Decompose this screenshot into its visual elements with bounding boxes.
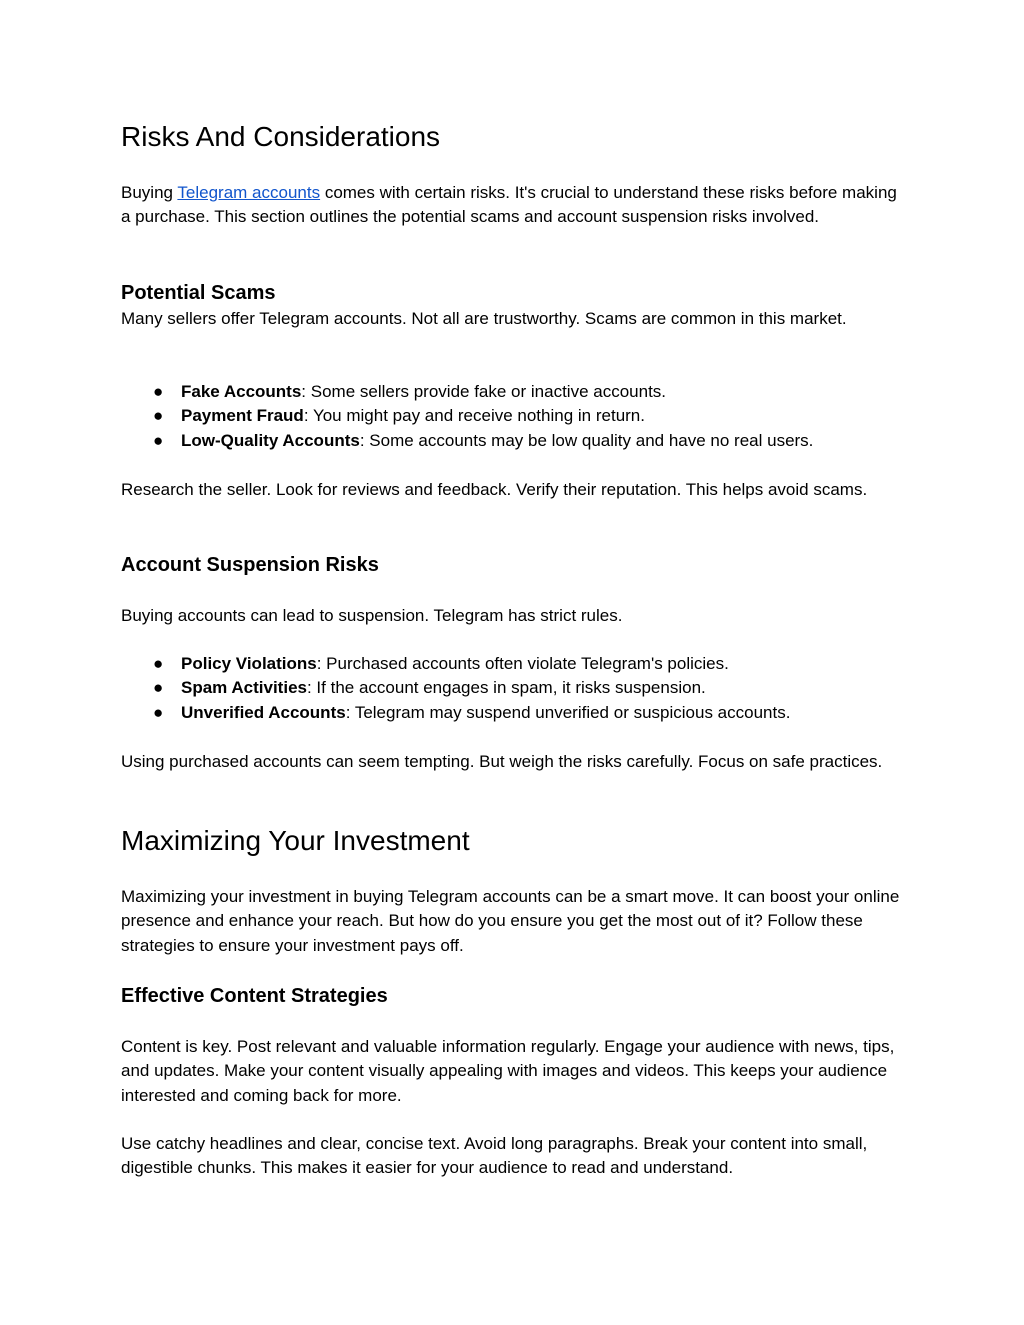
telegram-accounts-link[interactable]: Telegram accounts — [177, 183, 321, 202]
bullet-icon: ● — [153, 678, 164, 698]
intro-text-after-link: comes with certain risks. It's crucial to understand these risks before making a purchase. This section outlines the potential scams and account suspension risks involved. — [121, 183, 897, 227]
bullet-text: : Telegram may suspend unverified or suspicious accounts. — [345, 702, 791, 722]
scams-intro-paragraph: Many sellers offer Telegram accounts. Not all are trustworthy. Scams are common in this market. — [121, 309, 847, 328]
suspension-intro-paragraph: Buying accounts can lead to suspension. Telegram has strict rules. — [121, 606, 623, 625]
heading-effective-content-strategies: Effective Content Strategies — [121, 985, 388, 1007]
bullet-text: : If the account engages in spam, it risks suspension. — [306, 678, 706, 698]
bullet-text: : You might pay and receive nothing in return. — [303, 406, 645, 426]
bullet-term: Spam Activities — [181, 678, 307, 698]
suspension-outro-paragraph: Using purchased accounts can seem tempting. But weigh the risks carefully. Focus on safe practices. — [121, 752, 883, 771]
section-title-risks: Risks And Considerations — [121, 121, 441, 152]
bullet-text: : Some accounts may be low quality and have no real users. — [359, 430, 814, 450]
list-item — [121, 429, 813, 453]
bullet-term: Low-Quality Accounts — [181, 430, 360, 450]
suspension-bullet-list — [121, 652, 790, 725]
bullet-term: Unverified Accounts — [181, 702, 346, 722]
section-title-maximizing: Maximizing Your Investment — [121, 825, 470, 856]
bullet-icon: ● — [153, 654, 164, 673]
risks-intro-paragraph — [121, 181, 911, 230]
content-strategies-paragraph-2: Use catchy headlines and clear, concise text. Avoid long paragraphs. Break your content into small, digestible chunks. This makes it easier for your audience to read and understand. — [121, 1134, 868, 1178]
scams-outro-paragraph: Research the seller. Look for reviews and feedback. Verify their reputation. This helps avoid scams. — [121, 480, 868, 499]
list-item — [121, 380, 813, 404]
bullet-term: Payment Fraud — [181, 406, 304, 426]
heading-potential-scams: Potential Scams — [121, 282, 276, 304]
maximizing-intro-paragraph: Maximizing your investment in buying Telegram accounts can be a smart move. It can boost your online presence and enhance your reach. But how do you ensure you get the most out of it? Follow these strategies to ensure your investment pays off. — [121, 887, 900, 955]
list-item — [121, 404, 813, 428]
bullet-text: : Some sellers provide fake or inactive accounts. — [301, 382, 667, 401]
bullet-icon: ● — [153, 406, 164, 426]
content-strategies-paragraph-1: Content is key. Post relevant and valuable information regularly. Engage your audience with news, tips, and updates. Make your content visually appealing with images and videos. This keeps your audience interested and coming back for more. — [121, 1037, 895, 1105]
list-item — [121, 676, 790, 700]
bullet-icon: ● — [153, 382, 164, 401]
bullet-icon: ● — [153, 430, 164, 450]
bullet-term: Policy Violations — [181, 654, 317, 673]
bullet-text: : Purchased accounts often violate Telegram's policies. — [316, 654, 729, 673]
scams-bullet-list — [121, 380, 813, 453]
bullet-term: Fake Accounts — [181, 382, 302, 401]
heading-account-suspension-risks: Account Suspension Risks — [121, 554, 379, 576]
bullet-icon: ● — [153, 702, 164, 722]
list-item — [121, 701, 790, 725]
list-item — [121, 652, 790, 676]
intro-text-before-link: Buying — [121, 183, 178, 202]
